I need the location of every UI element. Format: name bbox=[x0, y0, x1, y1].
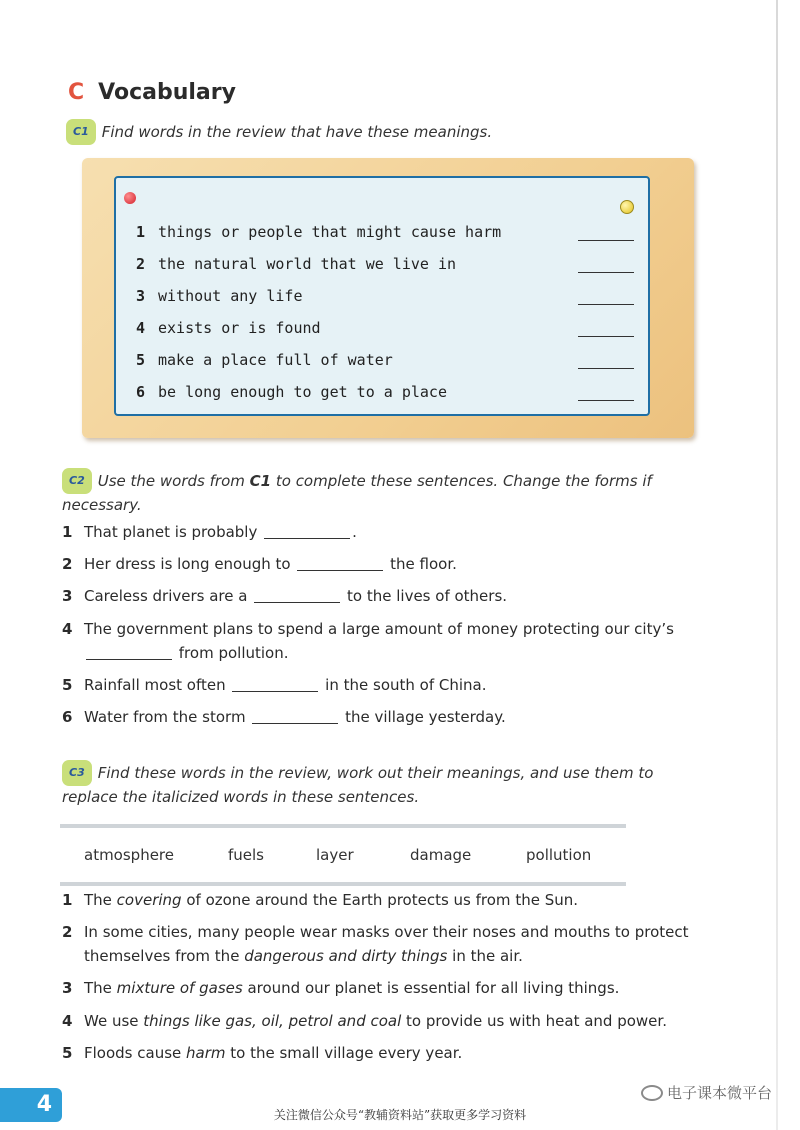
sentence-text: Careless drivers are a bbox=[84, 587, 248, 605]
sentence-text: in the air. bbox=[447, 947, 523, 965]
sentence-text: Her dress is long enough to bbox=[84, 555, 291, 573]
italic-phrase: harm bbox=[186, 1044, 226, 1062]
definition-number: 1 bbox=[136, 223, 146, 241]
definition-text: the natural world that we live in bbox=[158, 255, 457, 273]
sentence-number: 2 bbox=[62, 923, 73, 941]
definition-number: 6 bbox=[136, 383, 146, 401]
definition-item bbox=[136, 376, 636, 408]
sentence-number: 4 bbox=[62, 1012, 73, 1030]
definition-number: 4 bbox=[136, 319, 146, 337]
c2-sentence bbox=[62, 584, 704, 608]
c2-sentence bbox=[62, 705, 704, 729]
sentence-text: The bbox=[84, 979, 117, 997]
word-bank-item: damage bbox=[410, 846, 472, 864]
sentence-number: 1 bbox=[62, 523, 73, 541]
sentence-text: The government plans to spend a large amount of money protecting our city’s bbox=[84, 620, 674, 638]
c3-instruction bbox=[62, 760, 702, 808]
yellow-pin-icon bbox=[620, 200, 634, 214]
c2-instruction-ref: C1 bbox=[249, 472, 272, 490]
definition-text: things or people that might cause harm bbox=[158, 223, 502, 241]
c1-instruction bbox=[66, 119, 492, 145]
word-bank-item: atmosphere bbox=[84, 846, 174, 864]
c2-instruction-text-b: to complete these sentences. Change the forms if necessary. bbox=[62, 472, 652, 514]
definition-number: 3 bbox=[136, 287, 146, 305]
fill-blank[interactable] bbox=[86, 645, 172, 660]
sentence-text: to the lives of others. bbox=[347, 587, 508, 605]
fill-blank[interactable] bbox=[254, 588, 340, 603]
c2-sentence bbox=[62, 520, 704, 544]
sentence-text: of ozone around the Earth protects us from the Sun. bbox=[181, 891, 579, 909]
definition-item bbox=[136, 248, 636, 280]
sentence-text: the floor. bbox=[390, 555, 457, 573]
sentence-number: 3 bbox=[62, 979, 73, 997]
wechat-label: 电子课本微平台 bbox=[666, 1084, 772, 1102]
definition-number: 2 bbox=[136, 255, 146, 273]
sentence-text: in the south of China. bbox=[325, 676, 487, 694]
definition-list bbox=[136, 216, 636, 408]
c2-badge: C2 bbox=[62, 468, 92, 494]
c1-instruction-text: Find words in the review that have these meanings. bbox=[101, 123, 493, 141]
answer-blank[interactable] bbox=[578, 384, 634, 401]
c2-instruction-text-a: Use the words from bbox=[97, 472, 250, 490]
word-bank-item: pollution bbox=[526, 846, 592, 864]
italic-phrase: covering bbox=[116, 891, 182, 909]
definition-item bbox=[136, 216, 636, 248]
page-edge bbox=[776, 0, 778, 1130]
sentence-text: to provide us with heat and power. bbox=[401, 1012, 667, 1030]
sentence-text: Water from the storm bbox=[84, 708, 246, 726]
fill-blank[interactable] bbox=[297, 556, 383, 571]
definition-number: 5 bbox=[136, 351, 146, 369]
c3-sentence bbox=[62, 976, 704, 1000]
sentence-number: 4 bbox=[62, 620, 73, 638]
italic-phrase: dangerous and dirty things bbox=[244, 947, 448, 965]
c3-instruction-text: Find these words in the review, work out their meanings, and use them to replace the italicized words in these sentences. bbox=[62, 764, 654, 806]
red-pin-icon bbox=[124, 192, 136, 204]
definition-item bbox=[136, 280, 636, 312]
section-letter: C bbox=[68, 80, 85, 105]
c3-badge: C3 bbox=[62, 760, 92, 786]
wechat-icon bbox=[641, 1085, 663, 1101]
definition-item bbox=[136, 312, 636, 344]
italic-phrase: mixture of gases bbox=[116, 979, 243, 997]
answer-blank[interactable] bbox=[578, 320, 634, 337]
fill-blank[interactable] bbox=[252, 709, 338, 724]
sentence-text: the village yesterday. bbox=[345, 708, 506, 726]
sentence-number: 1 bbox=[62, 891, 73, 909]
wechat-watermark bbox=[641, 1082, 772, 1103]
sentence-text: In some cities, many people wear masks over their noses and mouths to protect themselves from the bbox=[84, 923, 689, 965]
c1-badge: C1 bbox=[66, 119, 96, 145]
definition-text: make a place full of water bbox=[158, 351, 393, 369]
definition-item bbox=[136, 344, 636, 376]
c2-sentence bbox=[62, 617, 704, 665]
sentence-number: 6 bbox=[62, 708, 73, 726]
sentence-number: 2 bbox=[62, 555, 73, 573]
c3-sentence bbox=[62, 1009, 704, 1033]
answer-blank[interactable] bbox=[578, 256, 634, 273]
sentence-text: from pollution. bbox=[178, 644, 289, 662]
c3-sentence bbox=[62, 920, 704, 968]
sentence-text: We use bbox=[84, 1012, 144, 1030]
c2-sentence bbox=[62, 552, 704, 576]
fill-blank[interactable] bbox=[264, 524, 350, 539]
answer-blank[interactable] bbox=[578, 224, 634, 241]
fill-blank[interactable] bbox=[232, 677, 318, 692]
c3-sentence bbox=[62, 888, 704, 912]
word-bank-item: fuels bbox=[228, 846, 264, 864]
page-number: 4 bbox=[0, 1088, 62, 1122]
c2-instruction bbox=[62, 468, 702, 516]
sentence-text: The bbox=[84, 891, 117, 909]
c2-sentence bbox=[62, 673, 704, 697]
word-bank-item: layer bbox=[316, 846, 354, 864]
word-box bbox=[60, 824, 626, 886]
definition-card bbox=[114, 176, 650, 416]
definition-text: without any life bbox=[158, 287, 303, 305]
c3-sentence bbox=[62, 1041, 704, 1065]
sentence-text: to the small village every year. bbox=[225, 1044, 463, 1062]
sentence-number: 5 bbox=[62, 1044, 73, 1062]
section-title: Vocabulary bbox=[98, 80, 236, 105]
definition-text: exists or is found bbox=[158, 319, 321, 337]
italic-phrase: things like gas, oil, petrol and coal bbox=[143, 1012, 402, 1030]
sentence-number: 5 bbox=[62, 676, 73, 694]
corkboard bbox=[82, 158, 694, 438]
section-heading bbox=[68, 80, 236, 105]
sentence-text: That planet is probably bbox=[84, 523, 258, 541]
definition-text: be long enough to get to a place bbox=[158, 383, 447, 401]
sentence-text: . bbox=[352, 523, 357, 541]
answer-blank[interactable] bbox=[578, 288, 634, 305]
sentence-text: around our planet is essential for all living things. bbox=[242, 979, 620, 997]
sentence-number: 3 bbox=[62, 587, 73, 605]
answer-blank[interactable] bbox=[578, 352, 634, 369]
sentence-text: Floods cause bbox=[84, 1044, 187, 1062]
footer-note: 关注微信公众号“教辅资料站”获取更多学习资料 bbox=[273, 1108, 527, 1122]
sentence-text: Rainfall most often bbox=[84, 676, 226, 694]
